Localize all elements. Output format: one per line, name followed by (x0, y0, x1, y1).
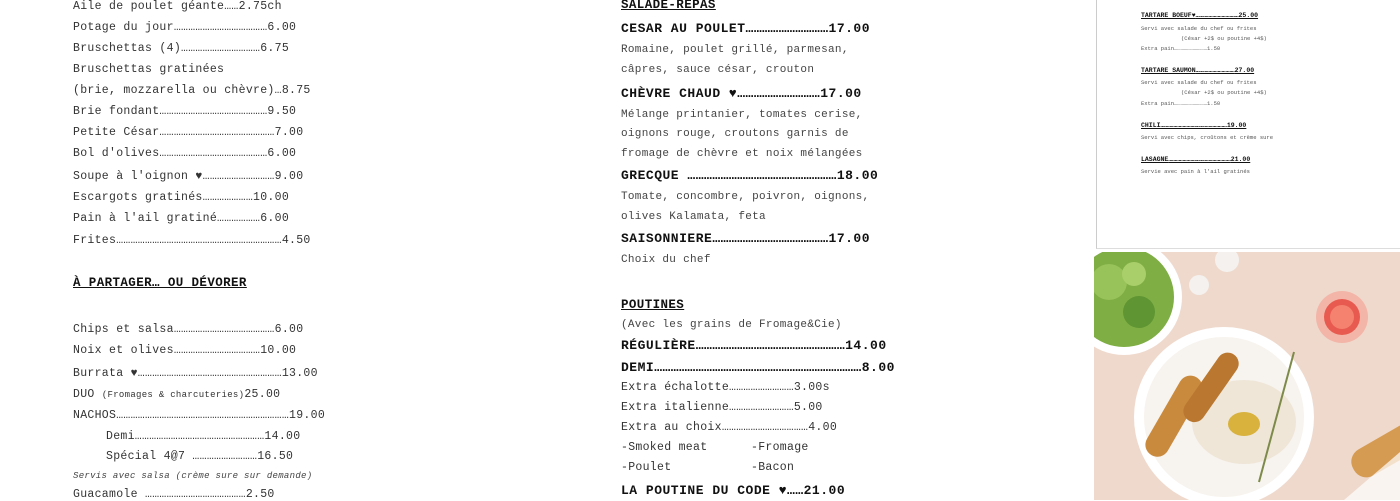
thumb-item-desc: (César +2$ ou poutine +4$) (1181, 89, 1267, 96)
menu-item: Bruschettas gratinées (73, 63, 225, 76)
duo-label: DUO (73, 388, 95, 401)
item-description: fromage de chèvre et noix mélangées (621, 148, 863, 160)
menu-page-thumbnail (1096, 0, 1400, 249)
thumb-item-desc: Servi avec salade du chef ou frites (1141, 79, 1257, 86)
duo-detail: (Fromages & charcuteries) (101, 390, 245, 400)
thumb-item-desc: Servie avec pain à l'ail gratinés (1141, 168, 1250, 175)
section-heading-share: À PARTAGER… OU DÉVORER (73, 276, 247, 290)
thumb-item-title: LASAGNE…………………………………………21.00 (1141, 156, 1251, 163)
menu-item-nachos-special: Spécial 4@7 ………………………16.50 (106, 450, 294, 463)
item-description: oignons rouge, croutons garnis de (621, 128, 849, 140)
thumb-item-desc: (César +2$ ou poutine +4$) (1181, 35, 1267, 42)
menu-item: Bol d'olives………………………………………6.00 (73, 147, 297, 160)
menu-item: Petite César…………………………………………7.00 (73, 126, 304, 139)
extra-option: -Fromage (751, 441, 809, 454)
menu-item: Brie fondant………………………………………9.50 (73, 105, 297, 118)
item-description: Mélange printanier, tomates cerise, (621, 109, 863, 121)
menu-item-saisonniere: SAISONNIERE……………………………………17.00 (621, 231, 871, 246)
extra-option: -Bacon (751, 461, 795, 474)
duo-price: 25.00 (244, 388, 281, 401)
thumb-item-desc: Servi avec salade du chef ou frites (1141, 25, 1257, 32)
thumb-item-title: TARTARE SAUMON…………………………27.00 (1141, 67, 1255, 74)
item-description: Choix du chef (621, 254, 711, 266)
extra-option: -Poulet (621, 461, 672, 474)
menu-item: Noix et olives………………………………10.00 (73, 344, 297, 357)
menu-extra: Extra échalotte………………………3.00s (621, 381, 830, 394)
menu-item: (brie, mozzarella ou chèvre)…8.75 (73, 84, 311, 97)
menu-item-demi: DEMI…………………………………………………………………8.00 (621, 360, 895, 375)
nachos-note: Servis avec salsa (crème sure sur demande) (73, 471, 313, 481)
menu-item: Aile de poulet géante……2.75ch (73, 0, 282, 13)
menu-item: Soupe à l'oignon ♥…………………………9.00 (73, 170, 304, 183)
food-illustration (1094, 252, 1400, 500)
menu-item: Pain à l'ail gratiné………………6.00 (73, 212, 290, 225)
food-photo (1094, 252, 1400, 500)
menu-item-duo (73, 388, 280, 401)
menu-item-guacamole: Guacamole ……………………………………2.50 (73, 488, 275, 501)
menu-item-nachos-demi: Demi………………………………………………14.00 (106, 430, 301, 443)
menu-item-reguliere: RÉGULIÈRE………………………………………………14.00 (621, 338, 887, 353)
menu-item: Burrata ♥……………………………………………………13.00 (73, 367, 318, 380)
thumb-item-desc: Servi avec chips, croûtons et crème sure (1141, 134, 1274, 141)
thumb-item-title: TARTARE BOEUF♥……………………………25.00 (1141, 12, 1259, 19)
extra-option: -Smoked meat (621, 441, 708, 454)
thumb-item-title: CHILI……………………………………………19.00 (1141, 122, 1247, 129)
poutine-subtitle: (Avec les grains de Fromage&Cie) (621, 319, 842, 331)
menu-item: Potage du jour…………………………………6.00 (73, 21, 297, 34)
menu-item-grecque: GRECQUE ………………………………………………18.00 (621, 168, 879, 183)
item-description: Tomate, concombre, poivron, oignons, (621, 191, 870, 203)
menu-item-cesar: CESAR AU POULET…………………………17.00 (621, 21, 871, 36)
item-description: câpres, sauce césar, crouton (621, 64, 815, 76)
item-description: Romaine, poulet grillé, parmesan, (621, 44, 849, 56)
item-description: olives Kalamata, feta (621, 211, 766, 223)
menu-extra: Extra italienne………………………5.00 (621, 401, 823, 414)
thumb-item-desc: Extra pain…………………………1.50 (1141, 100, 1221, 107)
section-heading-poutines: POUTINES (621, 298, 685, 312)
menu-item-chevre: CHÈVRE CHAUD ♥…………………………17.00 (621, 86, 862, 101)
menu-item: Chips et salsa……………………………………6.00 (73, 323, 304, 336)
menu-item-poutine-code: LA POUTINE DU CODE ♥……21.00 (621, 483, 846, 498)
menu-item-nachos: NACHOS………………………………………………………………19.00 (73, 409, 326, 422)
menu-item: Bruschettas (4)……………………………6.75 (73, 42, 290, 55)
thumb-item-desc: Extra pain…………………………1.50 (1141, 45, 1221, 52)
menu-extra: Extra au choix………………………………4.00 (621, 421, 838, 434)
menu-item: Frites……………………………………………………………4.50 (73, 234, 311, 247)
section-heading-salad: SALADE-REPAS (621, 0, 716, 12)
menu-item: Escargots gratinés…………………10.00 (73, 191, 290, 204)
